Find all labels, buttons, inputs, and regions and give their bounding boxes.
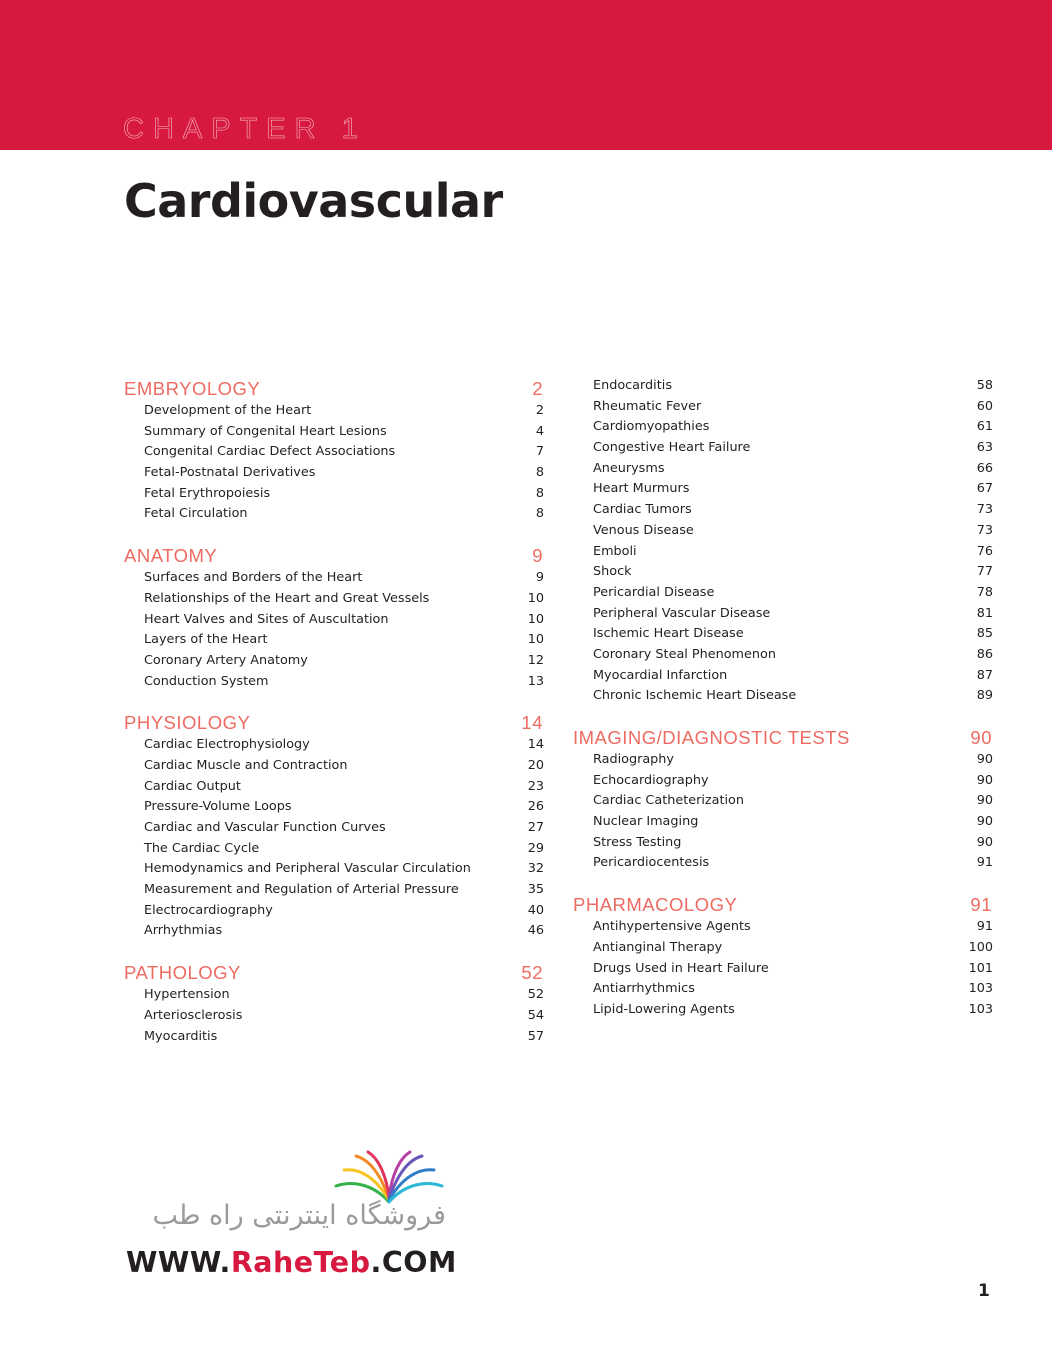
toc-entry-page: 8 — [535, 506, 544, 522]
toc-section-heading[interactable] — [573, 725, 993, 750]
url-prefix: WWW. — [126, 1246, 231, 1279]
toc-entry[interactable] — [124, 839, 544, 860]
toc-entry[interactable] — [573, 624, 993, 645]
toc-entry-page: 7 — [535, 444, 544, 460]
toc-entry-page: 73 — [976, 502, 993, 518]
section-heading-page: 52 — [521, 962, 543, 984]
toc-entry[interactable] — [573, 833, 993, 854]
toc-section-heading[interactable] — [124, 376, 544, 401]
toc-entry[interactable] — [124, 818, 544, 839]
toc-entry-page: 29 — [527, 840, 544, 856]
toc-entries — [124, 568, 544, 692]
toc-right-column — [573, 376, 993, 1039]
toc-entry-page: 101 — [968, 960, 993, 976]
toc-entry-page: 27 — [527, 820, 544, 835]
toc-entry[interactable] — [124, 401, 544, 422]
toc-entry[interactable] — [573, 791, 993, 812]
toc-entry-label: Electrocardiography — [144, 902, 273, 918]
toc-entry[interactable] — [124, 756, 544, 777]
toc-entry-page: 91 — [976, 919, 993, 935]
toc-entry-label: Pressure-Volume Loops — [144, 799, 292, 815]
toc-entry-label: Pericardiocentesis — [593, 855, 710, 871]
toc-entry[interactable] — [573, 938, 993, 959]
toc-entry[interactable] — [573, 666, 993, 687]
toc-entry-label: Congenital Cardiac Defect Associations — [144, 444, 396, 460]
toc-entry-label: Antihypertensive Agents — [593, 919, 751, 935]
toc-entry[interactable] — [573, 459, 993, 480]
toc-entry-page: 23 — [527, 778, 544, 794]
toc-entry-page: 89 — [976, 688, 993, 704]
toc-section-heading[interactable] — [124, 960, 544, 985]
toc-entry[interactable] — [124, 568, 544, 589]
toc-entry-page: 20 — [527, 757, 544, 773]
toc-entry[interactable] — [573, 604, 993, 625]
toc-entry-label: Peripheral Vascular Disease — [593, 605, 771, 621]
toc-entry-label: Drugs Used in Heart Failure — [593, 960, 769, 976]
toc-entry-label: Cardiac Electrophysiology — [144, 737, 310, 753]
toc-entry-label: Layers of the Heart — [144, 632, 268, 648]
toc-entry[interactable] — [573, 376, 993, 397]
url-suffix: .COM — [370, 1246, 457, 1279]
section-heading-title: IMAGING/DIAGNOSTIC TESTS — [573, 727, 850, 748]
section-heading-page: 90 — [970, 727, 992, 748]
toc-entry-page: 4 — [535, 423, 544, 439]
toc-entry[interactable] — [573, 583, 993, 604]
toc-entry[interactable] — [573, 812, 993, 833]
toc-entry-page: 77 — [976, 564, 993, 580]
section-heading-title: PHYSIOLOGY — [124, 712, 251, 734]
toc-entry-page: 13 — [527, 673, 544, 689]
toc-entry-page: 12 — [527, 652, 544, 668]
toc-entry-label: Cardiac Catheterization — [593, 793, 744, 809]
toc-entry-page: 58 — [976, 378, 993, 393]
toc-entry-label: Stress Testing — [593, 834, 682, 850]
toc-entry[interactable] — [124, 1027, 544, 1048]
toc-entry-page: 90 — [976, 814, 993, 830]
toc-entry-label: Pericardial Disease — [593, 584, 715, 600]
toc-continued-section — [573, 376, 993, 707]
toc-entry[interactable] — [573, 1000, 993, 1021]
raheteb-logo — [126, 1150, 457, 1290]
toc-section — [124, 960, 544, 1047]
toc-entries — [573, 750, 993, 874]
toc-entry-label: Summary of Congenital Heart Lesions — [144, 423, 387, 439]
logo-persian-text: فروشگاه اینترنتی راه طب — [152, 1200, 446, 1231]
toc-entry-label: Myocarditis — [144, 1028, 218, 1044]
toc-entry-label: Cardiac and Vascular Function Curves — [144, 820, 386, 835]
section-heading-page: 91 — [970, 894, 992, 916]
toc-entry-page: 26 — [527, 799, 544, 815]
toc-entry-label: Radiography — [593, 752, 674, 767]
toc-entry-label: Conduction System — [144, 673, 269, 689]
toc-entry[interactable] — [124, 630, 544, 651]
toc-entry-label: Aneurysms — [593, 460, 665, 476]
toc-entries — [124, 401, 544, 525]
toc-entry-page: 10 — [527, 632, 544, 648]
toc-left-column — [124, 376, 544, 1065]
toc-entry-label: Fetal Erythropoiesis — [144, 485, 271, 501]
toc-entry-page: 81 — [976, 605, 993, 621]
section-heading-page: 9 — [532, 545, 543, 567]
toc-entry[interactable] — [573, 521, 993, 542]
toc-section — [124, 543, 544, 692]
toc-entry[interactable] — [573, 750, 993, 771]
toc-entry[interactable] — [573, 686, 993, 707]
toc-entry-page: 90 — [976, 793, 993, 809]
toc-entry[interactable] — [124, 859, 544, 880]
section-heading-title: PATHOLOGY — [124, 962, 241, 984]
toc-entry-page: 9 — [535, 570, 544, 586]
toc-entry-page: 2 — [535, 403, 544, 418]
toc-section-heading[interactable] — [573, 892, 993, 917]
toc-entry[interactable] — [573, 979, 993, 1000]
toc-entry[interactable] — [573, 771, 993, 792]
toc-entry-label: Cardiac Muscle and Contraction — [144, 757, 348, 773]
toc-entry[interactable] — [124, 422, 544, 443]
section-heading-page: 2 — [532, 378, 543, 399]
toc-entry-page: 103 — [968, 981, 993, 997]
toc-entry-label: Heart Murmurs — [593, 481, 690, 497]
toc-entry[interactable] — [124, 672, 544, 693]
toc-entry-label: Measurement and Regulation of Arterial Pressure — [144, 882, 459, 898]
toc-entry-label: Cardiac Tumors — [593, 502, 692, 518]
toc-entry[interactable] — [124, 1006, 544, 1027]
toc-section-heading[interactable] — [124, 543, 544, 568]
toc-entry-label: Cardiomyopathies — [593, 419, 710, 435]
section-heading-page: 14 — [521, 712, 543, 734]
toc-entry-page: 63 — [976, 440, 993, 456]
toc-entry[interactable] — [573, 917, 993, 938]
toc-entry[interactable] — [124, 985, 544, 1006]
logo-url — [126, 1246, 457, 1279]
toc-entry[interactable] — [124, 442, 544, 463]
page-number: 1 — [978, 1281, 990, 1301]
toc-entry-label: Congestive Heart Failure — [593, 440, 751, 456]
toc-entry-label: Arteriosclerosis — [144, 1007, 243, 1023]
toc-entry-label: Lipid-Lowering Agents — [593, 1001, 735, 1017]
toc-entry-page: 90 — [976, 752, 993, 767]
toc-entry-label: Shock — [593, 564, 632, 580]
toc-entry-label: Venous Disease — [593, 522, 694, 538]
toc-entry[interactable] — [573, 397, 993, 418]
url-brand: RaheTeb — [230, 1246, 371, 1279]
toc-entry-label: Coronary Steal Phenomenon — [593, 646, 776, 662]
toc-entry-page: 8 — [535, 485, 544, 501]
toc-entry[interactable] — [573, 853, 993, 874]
toc-entry-label: Cardiac Output — [144, 778, 241, 794]
open-book-fan-icon — [334, 1150, 444, 1205]
toc-entry-page: 60 — [976, 398, 993, 414]
toc-entry[interactable] — [124, 504, 544, 525]
toc-entry-label: Antianginal Therapy — [593, 939, 723, 955]
toc-entry-page: 90 — [976, 772, 993, 788]
toc-entry[interactable] — [573, 562, 993, 583]
toc-entry-page: 90 — [976, 834, 993, 850]
toc-entry-label: Surfaces and Borders of the Heart — [144, 570, 363, 586]
toc-entry[interactable] — [573, 645, 993, 666]
toc-entry[interactable] — [124, 610, 544, 631]
toc-entry-label: Chronic Ischemic Heart Disease — [593, 688, 797, 704]
toc-section — [573, 725, 993, 874]
toc-entry[interactable] — [124, 651, 544, 672]
toc-section — [124, 376, 544, 525]
toc-section — [573, 892, 993, 1020]
toc-entry[interactable] — [573, 479, 993, 500]
toc-entry-label: Fetal-Postnatal Derivatives — [144, 465, 316, 481]
toc-entry[interactable] — [573, 542, 993, 563]
toc-entry-label: Emboli — [593, 543, 637, 559]
toc-entry[interactable] — [124, 463, 544, 484]
toc-entry[interactable] — [124, 880, 544, 901]
toc-entry-label: Nuclear Imaging — [593, 814, 699, 830]
toc-entry-page: 32 — [527, 861, 544, 877]
toc-entry-page: 52 — [527, 987, 544, 1003]
toc-entry-page: 54 — [527, 1007, 544, 1023]
toc-entry-page: 10 — [527, 611, 544, 627]
toc-entry-page: 8 — [535, 465, 544, 481]
toc-entry-page: 73 — [976, 522, 993, 538]
toc-entry-label: The Cardiac Cycle — [144, 840, 260, 856]
chapter-title: Cardiovascular — [124, 174, 503, 228]
toc-entry-page: 66 — [976, 460, 993, 476]
toc-entry[interactable] — [573, 417, 993, 438]
toc-entry-label: Development of the Heart — [144, 403, 312, 418]
toc-entry-page: 57 — [527, 1028, 544, 1044]
toc-entry-page: 67 — [976, 481, 993, 497]
toc-entry[interactable] — [573, 438, 993, 459]
toc-entry[interactable] — [124, 777, 544, 798]
toc-entry-label: Heart Valves and Sites of Auscultation — [144, 611, 389, 627]
toc-entry-label: Endocarditis — [593, 378, 672, 393]
toc-entries — [573, 917, 993, 1020]
section-heading-title: EMBRYOLOGY — [124, 378, 261, 399]
toc-entry[interactable] — [124, 921, 544, 942]
toc-entry-page: 100 — [968, 939, 993, 955]
toc-entry-label: Myocardial Infarction — [593, 667, 728, 683]
toc-entry-label: Hemodynamics and Peripheral Vascular Circulation — [144, 861, 471, 877]
chapter-label: CHAPTER 1 — [123, 113, 367, 145]
toc-entry-page: 61 — [976, 419, 993, 435]
toc-entry-page: 10 — [527, 590, 544, 606]
toc-entry[interactable] — [124, 735, 544, 756]
toc-entry-page: 78 — [976, 584, 993, 600]
toc-entry[interactable] — [124, 589, 544, 610]
toc-entry-label: Rheumatic Fever — [593, 398, 702, 414]
section-heading-title: ANATOMY — [124, 545, 218, 567]
toc-entry-label: Coronary Artery Anatomy — [144, 652, 308, 668]
toc-entries — [124, 985, 544, 1047]
toc-entry-label: Hypertension — [144, 987, 230, 1003]
section-heading-title: PHARMACOLOGY — [573, 894, 738, 916]
toc-entry[interactable] — [124, 484, 544, 505]
toc-entry[interactable] — [124, 797, 544, 818]
toc-entry-page: 86 — [976, 646, 993, 662]
toc-entry-label: Relationships of the Heart and Great Vessels — [144, 590, 430, 606]
toc-entry-label: Ischemic Heart Disease — [593, 626, 744, 642]
toc-entry[interactable] — [573, 959, 993, 980]
toc-section — [124, 710, 544, 942]
toc-entry-label: Antiarrhythmics — [593, 981, 695, 997]
toc-entry-page: 103 — [968, 1001, 993, 1017]
toc-entry-page: 76 — [976, 543, 993, 559]
toc-entry-page: 91 — [976, 855, 993, 871]
toc-entry-page: 46 — [527, 923, 544, 939]
toc-entry[interactable] — [124, 901, 544, 922]
toc-entry-label: Arrhythmias — [144, 923, 223, 939]
toc-entry-page: 40 — [527, 902, 544, 918]
toc-entry-page: 14 — [527, 737, 544, 753]
toc-section-heading[interactable] — [124, 710, 544, 735]
toc-entry-page: 35 — [527, 882, 544, 898]
toc-entry[interactable] — [573, 500, 993, 521]
toc-entry-label: Fetal Circulation — [144, 506, 248, 522]
toc-entry-label: Echocardiography — [593, 772, 709, 788]
toc-entries — [124, 735, 544, 942]
toc-entry-page: 87 — [976, 667, 993, 683]
toc-entry-page: 85 — [976, 626, 993, 642]
